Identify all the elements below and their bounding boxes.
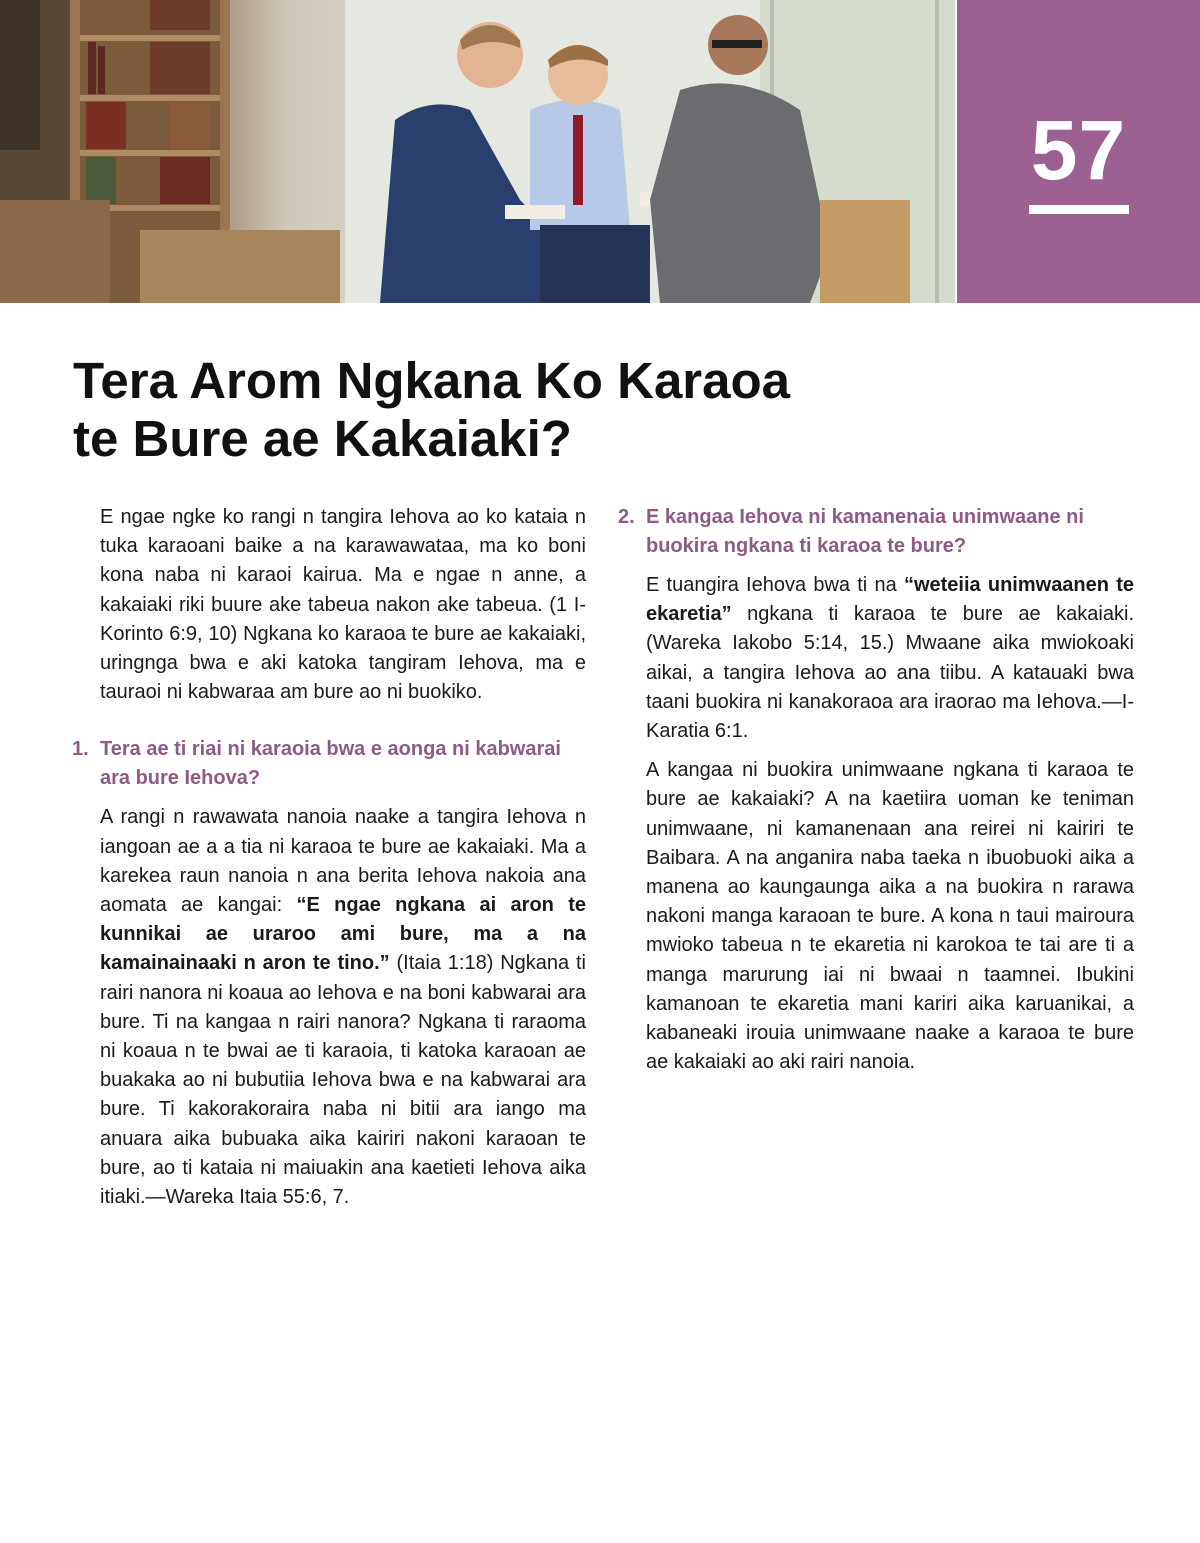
section1-question bbox=[72, 735, 586, 793]
lesson-number-badge bbox=[957, 0, 1200, 303]
lesson-number-underline bbox=[1029, 205, 1129, 214]
left-column bbox=[72, 503, 586, 1222]
page-title-line2: te Bure ae Kakaiaki? bbox=[73, 410, 572, 467]
spacer bbox=[72, 717, 586, 735]
section2-question-text: E kangaa Iehova ni kamanenaia unimwaane ni buokira ngkana ti karaoa te bure? bbox=[646, 506, 1084, 557]
right-column bbox=[618, 503, 1134, 1087]
section1-question-text: Tera ae ti riai ni karaoia bwa e aonga ni kabwarai ara bure Iehova? bbox=[100, 738, 561, 790]
section2-question bbox=[618, 503, 1134, 561]
page-title bbox=[73, 352, 973, 468]
section2-text-after: ngkana ti karaoa te bure ae kakaiaki. (Wareka Iakobo 5:14, 15.) Mwaane aika mwiokoaki aikai, a tangira Iehova ao ana tiibu. A katauaki bwa taani buokira ni kanakoraoa ara iraorao ma Iehova.—I-Karatia 6:1. bbox=[646, 603, 1134, 743]
section2-paragraph1 bbox=[646, 571, 1134, 746]
section1-paragraph bbox=[100, 803, 586, 1212]
section1-number: 1. bbox=[72, 738, 89, 761]
section1-text-after: (Itaia 1:18) Ngkana ti rairi nanora ni koaua ao Iehova e na boni kabwarai ara bure. Ti na kangaa n rairi nanora? Ngkana ti raraoma ni koaua n te bwai ae ti karaoia, ti katoka karaoan ae buakaka ao ni bubutiia Iehova bwa e na kabwarai ara bure. Ti kakorakoraira naba ni bitii ara iango ma anuara aika bubuaka aika kairiri nakoni karaoan te bure, ao ti kataia ni maiuakin ana kaetieti Iehova aika itiaki.—Wareka Itaia 55:6, 7. bbox=[100, 952, 586, 1209]
section2-text-before: E tuangira Iehova bwa ti na bbox=[646, 574, 904, 596]
header-photo-illustration bbox=[0, 0, 955, 303]
lesson-number: 57 bbox=[1030, 103, 1127, 197]
page-title-line1: Tera Arom Ngkana Ko Karaoa bbox=[73, 352, 791, 409]
intro-paragraph: E ngae ngke ko rangi n tangira Iehova ao ko kataia n tuka karaoani baike a na karawawataa, ma ko boni kona naba ni karaoi kairua. Ma e ngae n anne, a kakaiaki riki buure ake tabeua nakon ake tabeua. (1 I-Korinto 6:9, 10) Ngkana ko karaoa te bure ae kakaiaki, uringnga bwa e aki katoka tangiram Iehova, ma e tauraoi ni kabwaraa am bure ao ni buokiko. bbox=[100, 506, 586, 704]
section2-paragraph2: A kangaa ni buokira unimwaane ngkana ti karaoa te bure ae kakaiaki? A na kaetiira uoman ke teniman unimwaane, ni kamanenaan ana reirei ni kairiri te Baibara. A na anganira naba taeka n ibuobuoki aika a manena ao kaungaunga aika a na buokira n rarawa nakoni manga karaoan te bure. A kona n taui mairoura mwioko tabeua n te ekaretia ni karokoa te tai are ti a manga marurung iai ni bwaai n taamnei. Ibukini kamanoan te ekaretia mani kariri aika karuanikai, a kabaneaki irouia unimwaane naake a karaoa te bure ae kakaiaki ao aki rairi nanoia. bbox=[646, 759, 1134, 1074]
section1-bold-quote: “E ngae ngkana ai aron te kunnikai ae uraroo ami bure, ma a na kamainainaaki n aron te tino.” bbox=[100, 894, 586, 975]
section2-bold-quote: “weteiia unimwaanen te ekaretia” bbox=[646, 574, 1134, 626]
header-photo bbox=[0, 0, 955, 303]
section2-number: 2. bbox=[618, 506, 635, 528]
section1-text-before: A rangi n rawawata nanoia naake a tangira Iehova n iangoan ae a a tia ni karaoa te bure ae kakaiaki. Ma a karekea raun nanoia n ana berita Iehova nakoia ana aomata ae kangai: bbox=[100, 806, 586, 917]
